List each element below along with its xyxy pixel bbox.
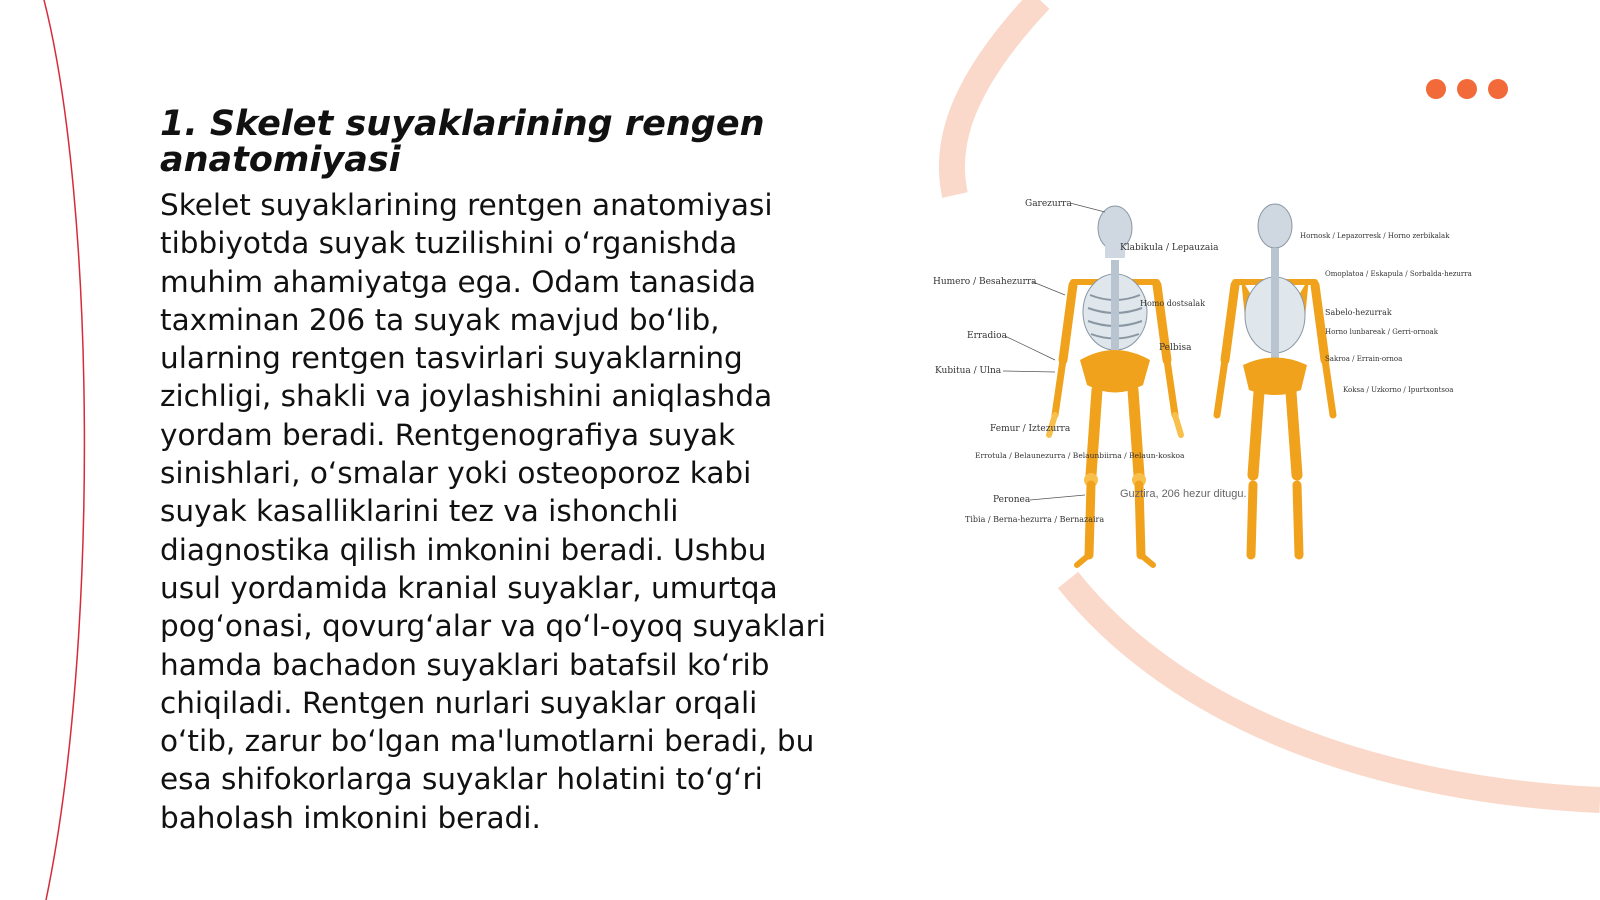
slide-paragraph: Skelet suyaklarining rentgen anatomiyasi tibbiyotda suyak tuzilishini o‘rganishda muhim ahamiyatga ega. Odam tanasida taxminan 206 ta suyak mavjud bo‘lib, ularning rentgen tasvirlari suyaklarning zichligi, shakli va joylashishini aniqlashda yordam beradi. Rentgenografiya suyak sinishlari, o‘smalar yoki osteoporoz kabi suyak kasalliklarini tez va ishonchli diagnostika qilish imkonini beradi. Ushbu usul yordamida kranial suyaklar, umurtqa pog‘onasi, qovurg‘alar va qo‘l-oyoq suyaklari hamda bachadon suyaklari batafsil ko‘rib chiqiladi. Rentgen nurlari suyaklar orqali o‘tib, zarur bo‘lgan ma'lumotlarni beradi, bu esa shifokorlarga suyaklar holatini to‘g‘ri baholash imkonini beradi. <box>160 188 826 835</box>
label-sabelo: Sabelo-hezurrak <box>1325 308 1392 317</box>
right-labels <box>1140 232 1472 394</box>
dot-1 <box>1426 79 1446 99</box>
label-humero: Humero / Besahezurra <box>933 277 1037 287</box>
figure-caption: Guztira, 206 hezur ditugu. <box>1120 488 1247 500</box>
more-dots-icon <box>1426 79 1508 99</box>
dot-2 <box>1457 79 1477 99</box>
slide-title: 1. Skelet suyaklarining rengen anatomiyasi <box>160 104 765 180</box>
label-errotula: Errotula / Belaunezurra / Belaunbiirna / Belaun-koskoa <box>975 451 1185 460</box>
dot-3 <box>1488 79 1508 99</box>
label-peronea: Peronea <box>993 495 1031 505</box>
label-sakroa: Sakroa / Errain-ornoa <box>1325 355 1403 363</box>
skeleton-figure <box>933 199 1472 585</box>
label-horno-lunbareak: Horno lunbareak / Gerri-ornoak <box>1325 328 1438 336</box>
left-labels <box>933 199 1219 524</box>
back-skeleton <box>1217 204 1333 555</box>
label-pelbisa: Pelbisa <box>1159 343 1192 353</box>
label-kubitua: Kubitua / Ulna <box>935 366 1002 376</box>
label-tibia: Tibia / Berna-hezurra / Bernazaira <box>965 515 1105 524</box>
label-hornosk: Hornosk / Lepazorresk / Horno zerbikalak <box>1300 232 1450 240</box>
label-klabikula: Klabikula / Lepauzaia <box>1120 243 1219 253</box>
label-femur: Femur / Iztezurra <box>990 424 1071 434</box>
label-homo-dostsalak: Homo dostsalak <box>1140 299 1206 308</box>
label-koksa: Koksa / Uzkorno / Ipurtxontsoa <box>1343 386 1454 394</box>
label-erradioa: Erradioa <box>967 331 1007 341</box>
front-skeleton <box>1049 206 1181 565</box>
label-garezurra: Garezurra <box>1025 199 1072 209</box>
label-omoplatoa: Omoplatoa / Eskapula / Sorbaldа-hezurra <box>1325 270 1472 278</box>
